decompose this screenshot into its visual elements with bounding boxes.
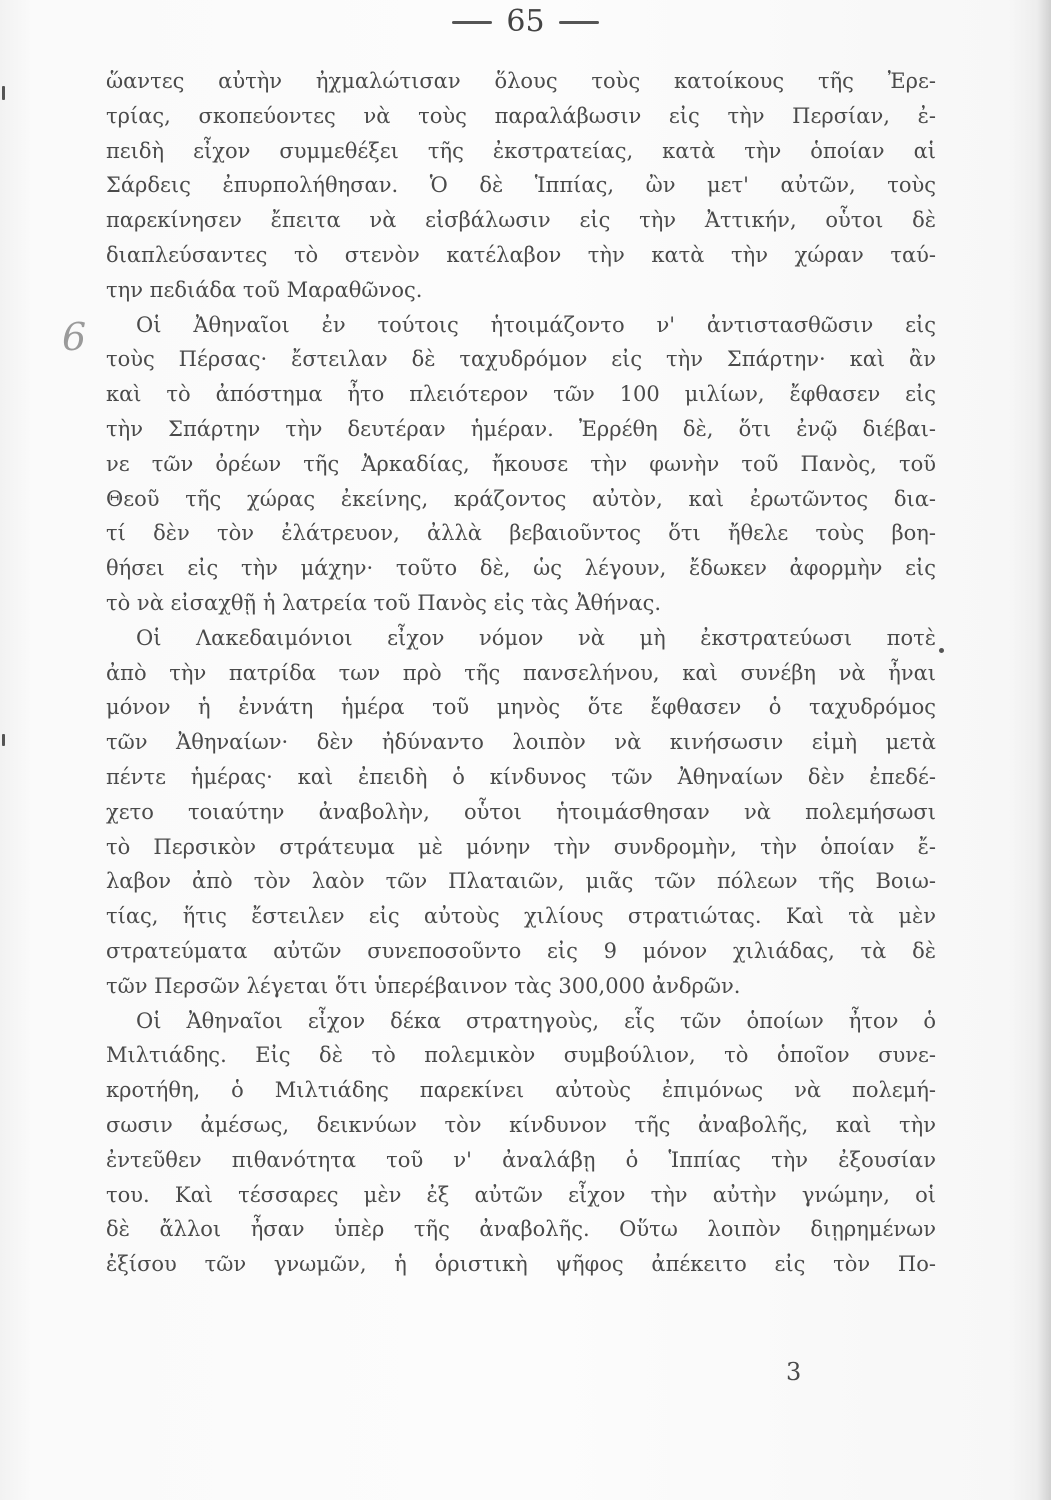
text-line: ἐντεῦθεν πιθανότητα τοῦ ν' ἀναλάβῃ ὁ Ἱππίας τὴν ἐξουσίαν <box>106 1147 936 1172</box>
text-line: τίας, ἥτις ἔστειλεν εἰς αὐτοὺς χιλίους στρατιώτας. Καὶ τὰ μὲν <box>106 904 936 929</box>
body-text <box>106 64 936 1282</box>
text-line: Σάρδεις ἐπυρπολήθησαν. Ὁ δὲ Ἱππίας, ὢν μετ' αὐτῶν, τοὺς <box>106 173 936 198</box>
text-line: τρίας, σκοπεύοντες νὰ τοὺς παραλάβωσιν εἰς τὴν Περσίαν, ἐ- <box>106 103 936 128</box>
text-line: τὸ νὰ εἰσαχθῇ ἡ λατρεία τοῦ Πανὸς εἰς τὰς Ἀθήνας. <box>106 590 662 615</box>
header-ornament-right <box>559 21 599 24</box>
text-line: Οἱ Λακεδαιμόνιοι εἶχον νόμον νὰ μὴ ἐκστρατεύωσι ποτὲ <box>136 625 936 650</box>
text-line: Θεοῦ τῆς χώρας ἐκείνης, κράζοντος αὐτὸν, καὶ ἐρωτῶντος δια- <box>106 486 936 511</box>
text-line: τῶν Περσῶν λέγεται ὅτι ὑπερέβαινον τὰς 300,000 ἀνδρῶν. <box>106 973 741 998</box>
text-line: στρατεύματα αὐτῶν συνεποσοῦντο εἰς 9 μόνον χιλιάδας, τὰ δὲ <box>106 938 936 963</box>
text-line: Οἱ Ἀθηναῖοι εἶχον δέκα στρατηγοὺς, εἷς τῶν ὁποίων ἦτον ὁ <box>136 1008 936 1033</box>
handwritten-margin-note: 6 <box>62 315 87 359</box>
page-number: 65 <box>506 4 545 39</box>
text-line: κροτήθη, ὁ Μιλτιάδης παρεκίνει αὐτοὺς ἐπιμόνως νὰ πολεμή- <box>106 1078 936 1103</box>
header-ornament-left <box>452 21 492 24</box>
text-line: Μιλτιάδης. Εἰς δὲ τὸ πολεμικὸν συμβούλιον, τὸ ὁποῖον συνε- <box>106 1043 936 1068</box>
text-line: σωσιν ἀμέσως, δεικνύων τὸν κίνδυνον τῆς ἀναβολῆς, καὶ τὴν <box>106 1112 936 1137</box>
text-line: πειδὴ εἶχον συμμεθέξει τῆς ἐκστρατείας, κατὰ τὴν ὁποίαν αἱ <box>106 138 936 163</box>
speck <box>939 648 944 653</box>
text-line: δὲ ἄλλοι ἦσαν ὑπὲρ τῆς ἀναβολῆς. Οὕτω λοιπὸν διῃρημένων <box>106 1217 936 1242</box>
text-line: λαβον ἀπὸ τὸν λαὸν τῶν Πλαταιῶν, μιᾶς τῶν πόλεων τῆς Βοιω- <box>106 869 936 894</box>
text-line: ἐξίσου τῶν γνωμῶν, ἡ ὁριστικὴ ψῆφος ἀπέκειτο εἰς τὸν Πο- <box>106 1252 936 1277</box>
text-line: πέντε ἡμέρας· καὶ ἐπειδὴ ὁ κίνδυνος τῶν Ἀθηναίων δὲν ἐπεδέ- <box>106 764 936 789</box>
text-line: του. Καὶ τέσσαρες μὲν ἐξ αὐτῶν εἶχον τὴν αὐτὴν γνώμην, οἱ <box>106 1182 936 1207</box>
speck <box>2 86 5 100</box>
text-line: τὴν Σπάρτην τὴν δευτέραν ἡμέραν. Ἐρρέθη δὲ, ὅτι ἐνῷ διέβαι- <box>106 416 936 441</box>
text-line: τί δὲν τὸν ἐλάτρευον, ἀλλὰ βεβαιοῦντος ὅτι ἤθελε τοὺς βοη- <box>106 521 936 546</box>
text-line: μόνον ἡ ἐννάτη ἡμέρα τοῦ μηνὸς ὅτε ἔφθασεν ὁ ταχυδρόμος <box>106 695 936 720</box>
text-line: νε τῶν ὀρέων τῆς Ἀρκαδίας, ἤκουσε τὴν φωνὴν τοῦ Πανὸς, τοῦ <box>106 451 936 476</box>
signature-mark: 3 <box>786 1358 802 1386</box>
text-line: τῶν Ἀθηναίων· δὲν ἠδύναντο λοιπὸν νὰ κινήσωσιν εἰμὴ μετὰ <box>106 730 936 755</box>
text-line: παρεκίνησεν ἔπειτα νὰ εἰσβάλωσιν εἰς τὴν Ἀττικήν, οὗτοι δὲ <box>106 208 936 233</box>
text-line: διαπλεύσαντες τὸ στενὸν κατέλαβον τὴν κατὰ τὴν χώραν ταύ- <box>106 242 936 267</box>
text-line: καὶ τὸ ἀπόστημα ἦτο πλειότερον τῶν 100 μιλίων, ἔφθασεν εἰς <box>106 382 936 407</box>
page-header <box>0 0 1051 44</box>
text-line: την πεδιάδα τοῦ Μαραθῶνος. <box>106 277 423 302</box>
speck <box>2 734 5 746</box>
text-line: τὸ Περσικὸν στράτευμα μὲ μόνην τὴν συνδρομὴν, τὴν ὁποίαν ἔ- <box>106 834 936 859</box>
page-edge-shadow <box>1037 0 1051 1500</box>
text-line: χετο τοιαύτην ἀναβολὴν, οὗτοι ἡτοιμάσθησαν νὰ πολεμήσωσι <box>106 799 936 824</box>
text-line: ἀπὸ τὴν πατρίδα των πρὸ τῆς πανσελήνου, καὶ συνέβη νὰ ἦναι <box>106 660 936 685</box>
text-line: τοὺς Πέρσας· ἔστειλαν δὲ ταχυδρόμον εἰς τὴν Σπάρτην· καὶ ἂν <box>106 347 936 372</box>
text-line: Οἱ Ἀθηναῖοι ἐν τούτοις ἡτοιμάζοντο ν' ἀντιστασθῶσιν εἰς <box>136 312 936 337</box>
text-line: ὥαντες αὐτὴν ἠχμαλώτισαν ὅλους τοὺς κατοίκους τῆς Ἐρε- <box>106 69 936 93</box>
text-line: θήσει εἰς τὴν μάχην· τοῦτο δὲ, ὡς λέγουν, ἔδωκεν ἀφορμὴν εἰς <box>106 556 936 581</box>
